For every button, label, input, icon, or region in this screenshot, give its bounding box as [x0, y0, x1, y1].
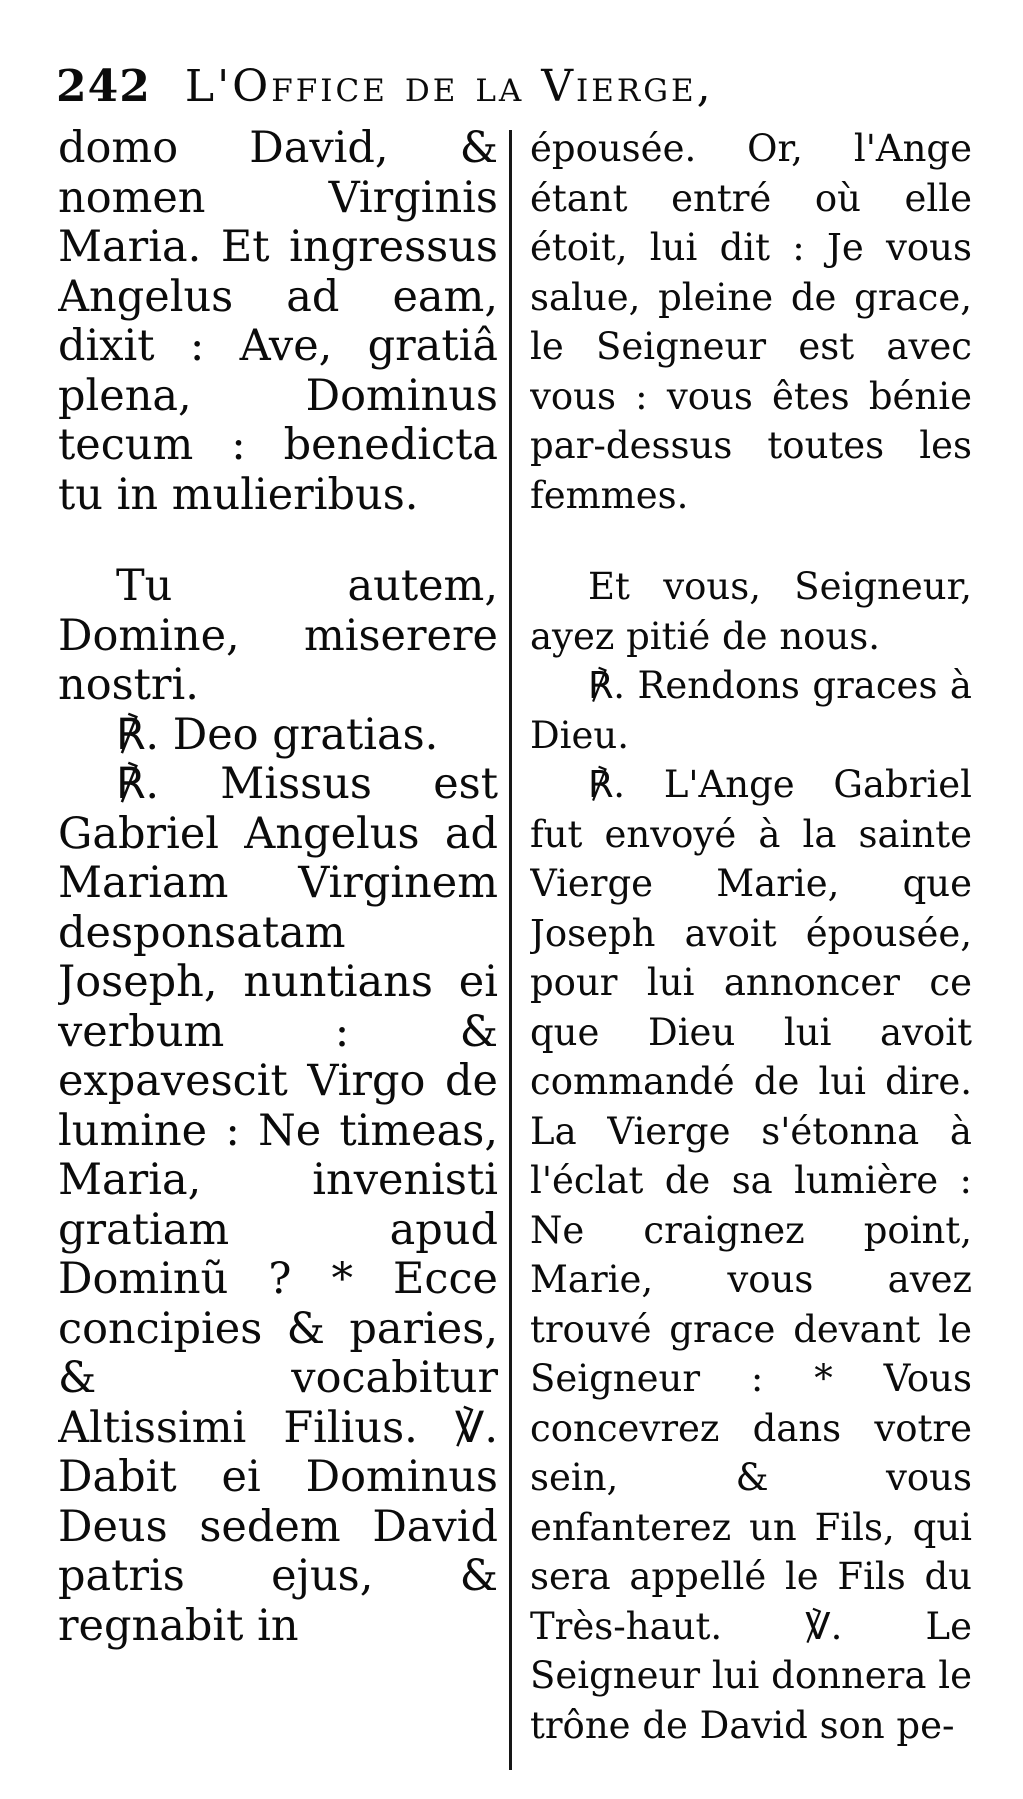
latin-column: [58, 124, 498, 1651]
running-header: [56, 52, 956, 122]
french-paragraph-2: Et vous, Seigneur, ayez pitié de nous.: [530, 565, 972, 658]
column-divider: [509, 130, 512, 1770]
latin-paragraph-2: Tu autem, Domine, miserere nostri.: [58, 561, 498, 710]
french-paragraph-4: ℟. L'Ange Gabriel fut envoyé à la sainte Vierge Marie, que Joseph avoit épousée, pour lui annoncer ce que Dieu lui avoit commandé de lui dire. La Vierge s'étonna à l'éclat de sa lumière : Ne craignez point, Marie, vous avez trouvé grace devant le Seigneur : * Vous concevrez dans votre sein, & vous enfanterez un Fils, qui sera appellé le Fils du Très-haut. ℣. Le Seigneur lui donnera le trône de David son pe-: [530, 763, 972, 1747]
french-paragraph-3: ℟. Rendons graces à Dieu.: [530, 664, 972, 757]
french-paragraph-1: épousée. Or, l'Ange étant entré où elle étoit, lui dit : Je vous salue, pleine de grace, le Seigneur est avec vous : vous êtes bénie par-dessus toutes les femmes.: [530, 127, 972, 517]
running-title: L'Office de la Vierge,: [184, 61, 714, 112]
french-column: [530, 124, 972, 1750]
latin-paragraph-3: ℟. Deo gratias.: [116, 709, 439, 760]
latin-paragraph-1: domo David, & nomen Virginis Maria. Et ingressus Angelus ad eam, dixit : Ave, gratiâ plena, Dominus tecum : benedicta tu in mulieribus.: [58, 124, 498, 520]
latin-paragraph-4: ℟. Missus est Gabriel Angelus ad Mariam Virginem desponsatam Joseph, nuntians ei verbum : & expavescit Virgo de lumine : Ne timeas, Maria, invenisti gratiam apud Dominũ ? * Ecce concipies & paries, & vocabitur Altissimi Filius. ℣. Dabit ei Dominus Deus sedem David patris ejus, & regnabit in: [58, 759, 498, 1651]
page-number: 242: [56, 61, 151, 112]
